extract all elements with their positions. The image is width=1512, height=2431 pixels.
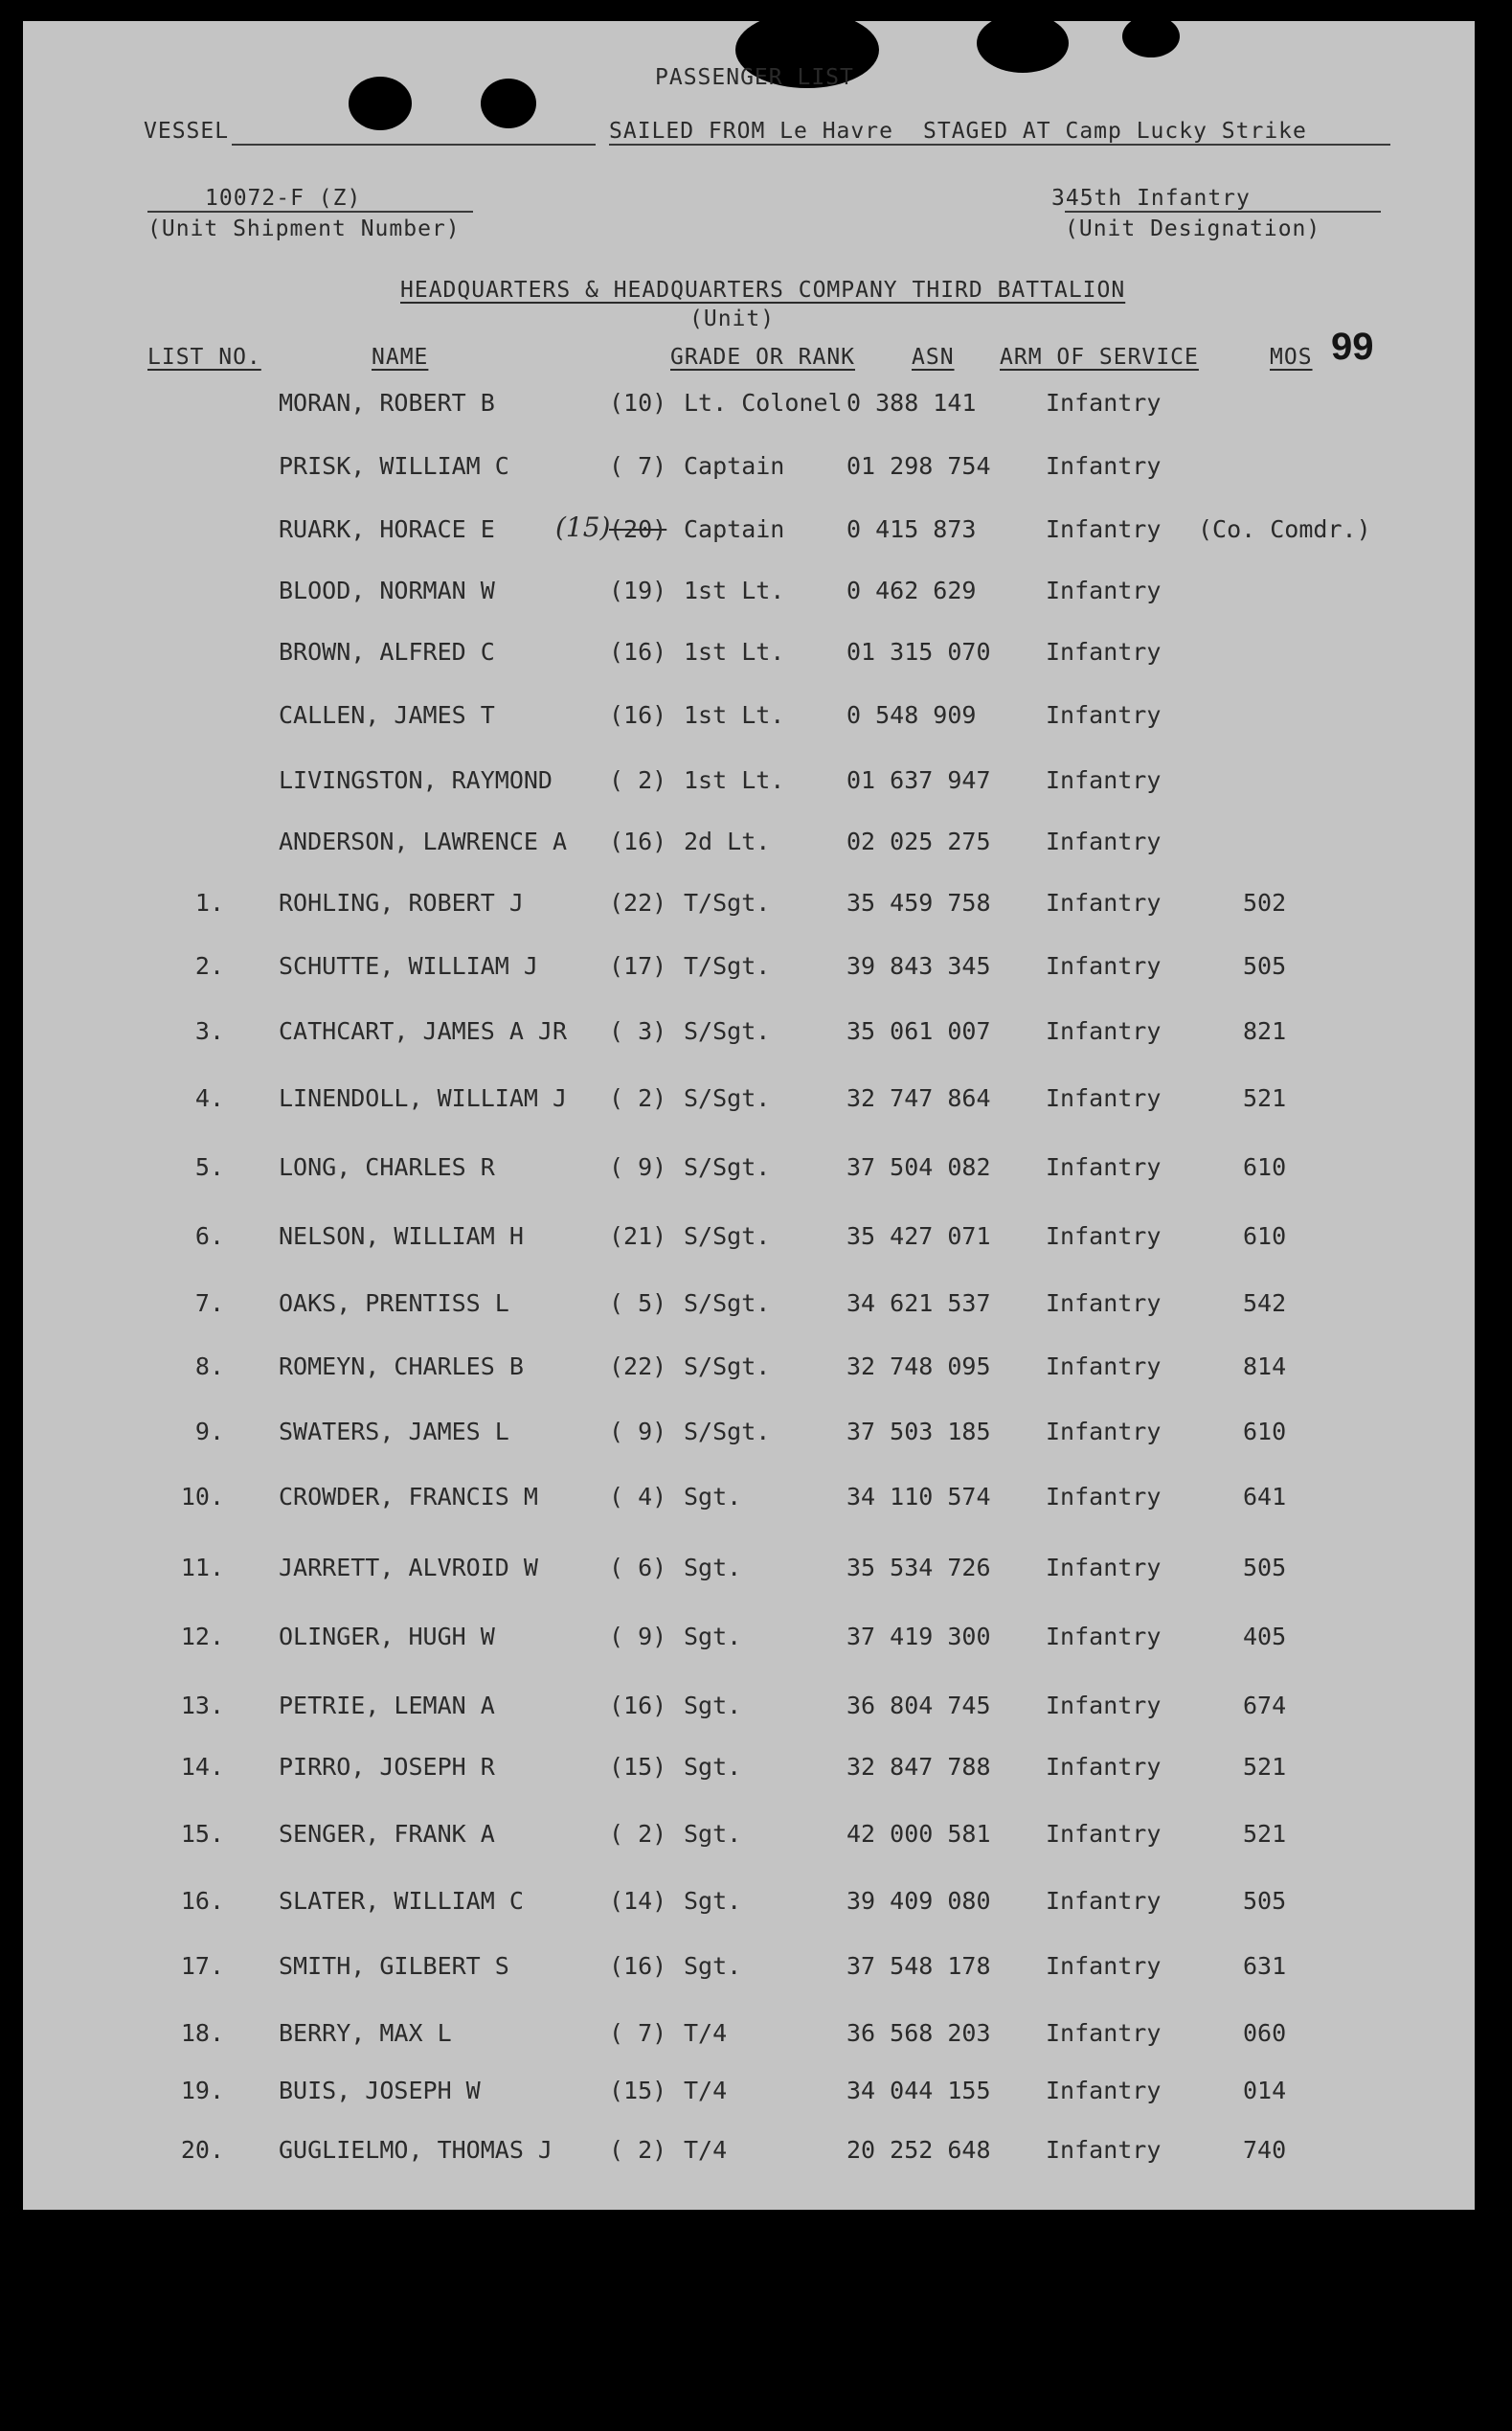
table-row — [23, 638, 1475, 676]
unit-designation: 345th Infantry — [1051, 186, 1251, 211]
cell-arm-of-service: Infantry — [1046, 1483, 1162, 1511]
cell-list-no: 18. — [180, 2019, 224, 2047]
cell-rank: 2d Lt. — [684, 828, 771, 855]
cell-mos: 610 — [1243, 1418, 1287, 1445]
cell-arm-of-service: Infantry — [1046, 2019, 1162, 2047]
cell-arm-of-service: Infantry — [1046, 1623, 1162, 1650]
cell-mos: 521 — [1243, 1820, 1287, 1848]
cell-rank: Captain — [684, 515, 785, 543]
cell-grade: ( 3) — [609, 1017, 667, 1045]
cell-mos: 740 — [1243, 2136, 1287, 2164]
cell-arm-of-service: Infantry — [1046, 515, 1162, 543]
cell-name: PETRIE, LEMAN A — [279, 1692, 495, 1719]
cell-grade: (16) — [609, 638, 667, 666]
cell-asn: 36 804 745 — [846, 1692, 991, 1719]
table-row — [23, 2077, 1475, 2115]
table-row — [23, 1623, 1475, 1661]
cell-rank: S/Sgt. — [684, 1153, 771, 1181]
cell-list-no: 19. — [180, 2077, 224, 2104]
cell-asn: 0 415 873 — [846, 515, 977, 543]
col-list-no: LIST NO. — [147, 345, 261, 370]
cell-name: LONG, CHARLES R — [279, 1153, 495, 1181]
cell-arm-of-service: Infantry — [1046, 889, 1162, 917]
cell-asn: 42 000 581 — [846, 1820, 991, 1848]
cell-grade: ( 6) — [609, 1554, 667, 1581]
cell-grade: (16) — [609, 701, 667, 729]
cell-arm-of-service: Infantry — [1046, 638, 1162, 666]
cell-list-no: 6. — [194, 1222, 224, 1250]
vessel-label: VESSEL — [144, 119, 230, 144]
cell-name: CALLEN, JAMES T — [279, 701, 495, 729]
cell-asn: 0 388 141 — [846, 389, 977, 417]
cell-list-no: 16. — [180, 1887, 224, 1915]
table-row — [23, 952, 1475, 990]
cell-arm-of-service: Infantry — [1046, 828, 1162, 855]
cell-grade: (10) — [609, 389, 667, 417]
col-arm-of-service: ARM OF SERVICE — [1000, 345, 1199, 370]
ink-blot — [481, 79, 536, 128]
cell-arm-of-service: Infantry — [1046, 1084, 1162, 1112]
cell-arm-of-service: Infantry — [1046, 452, 1162, 480]
cell-name: ANDERSON, LAWRENCE A — [279, 828, 568, 855]
unit-designation-label: (Unit Designation) — [1065, 216, 1321, 241]
unit-shipment-number: 10072-F (Z) — [205, 186, 362, 211]
col-grade-rank: GRADE OR RANK — [670, 345, 856, 370]
cell-mos: 641 — [1243, 1483, 1287, 1511]
cell-name: CROWDER, FRANCIS M — [279, 1483, 538, 1511]
cell-asn: 37 504 082 — [846, 1153, 991, 1181]
col-name: NAME — [372, 345, 429, 370]
cell-asn: 35 427 071 — [846, 1222, 991, 1250]
passenger-list-sheet — [23, 21, 1475, 2210]
cell-list-no: 20. — [180, 2136, 224, 2164]
table-row — [23, 1952, 1475, 1990]
cell-note: (Co. Comdr.) — [1198, 515, 1371, 543]
table-row — [23, 1692, 1475, 1730]
cell-grade: ( 9) — [609, 1153, 667, 1181]
cell-list-no: 4. — [194, 1084, 224, 1112]
cell-arm-of-service: Infantry — [1046, 2077, 1162, 2104]
cell-asn: 35 061 007 — [846, 1017, 991, 1045]
cell-mos: 674 — [1243, 1692, 1287, 1719]
cell-asn: 34 110 574 — [846, 1483, 991, 1511]
cell-arm-of-service: Infantry — [1046, 1289, 1162, 1317]
cell-asn: 32 748 095 — [846, 1352, 991, 1380]
table-row — [23, 1554, 1475, 1592]
cell-asn: 0 462 629 — [846, 577, 977, 604]
cell-asn: 35 459 758 — [846, 889, 991, 917]
designation-line — [1065, 211, 1381, 213]
cell-mos: 542 — [1243, 1289, 1287, 1317]
cell-arm-of-service: Infantry — [1046, 952, 1162, 980]
cell-arm-of-service: Infantry — [1046, 1887, 1162, 1915]
cell-asn: 01 637 947 — [846, 766, 991, 794]
cell-list-no: 1. — [194, 889, 224, 917]
cell-arm-of-service: Infantry — [1046, 1352, 1162, 1380]
cell-rank: S/Sgt. — [684, 1084, 771, 1112]
cell-grade: ( 2) — [609, 2136, 667, 2164]
cell-rank: Sgt. — [684, 1483, 742, 1511]
table-row — [23, 577, 1475, 615]
cell-grade: (15) — [609, 1753, 667, 1781]
cell-name: BLOOD, NORMAN W — [279, 577, 495, 604]
cell-mos: 814 — [1243, 1352, 1287, 1380]
cell-name: OAKS, PRENTISS L — [279, 1289, 509, 1317]
cell-rank: S/Sgt. — [684, 1017, 771, 1045]
table-row — [23, 1887, 1475, 1925]
cell-rank: Captain — [684, 452, 785, 480]
cell-name: GUGLIELMO, THOMAS J — [279, 2136, 553, 2164]
page-number: 99 — [1331, 326, 1374, 368]
cell-rank: T/4 — [684, 2136, 728, 2164]
cell-rank: Sgt. — [684, 1554, 742, 1581]
cell-grade-handwritten: (15) — [555, 511, 611, 543]
cell-asn: 01 315 070 — [846, 638, 991, 666]
cell-name: ROMEYN, CHARLES B — [279, 1352, 524, 1380]
col-mos: MOS — [1270, 345, 1313, 370]
cell-name: OLINGER, HUGH W — [279, 1623, 495, 1650]
cell-rank: S/Sgt. — [684, 1222, 771, 1250]
table-row — [23, 1153, 1475, 1192]
cell-arm-of-service: Infantry — [1046, 1418, 1162, 1445]
cell-grade: (19) — [609, 577, 667, 604]
cell-rank: 1st Lt. — [684, 577, 785, 604]
staged-at: STAGED AT Camp Lucky Strike — [923, 119, 1307, 144]
cell-rank: S/Sgt. — [684, 1418, 771, 1445]
cell-rank: Sgt. — [684, 1692, 742, 1719]
cell-arm-of-service: Infantry — [1046, 766, 1162, 794]
cell-list-no: 14. — [180, 1753, 224, 1781]
cell-asn: 36 568 203 — [846, 2019, 991, 2047]
cell-grade: ( 2) — [609, 1084, 667, 1112]
cell-grade: ( 9) — [609, 1418, 667, 1445]
cell-asn: 32 747 864 — [846, 1084, 991, 1112]
cell-name: SCHUTTE, WILLIAM J — [279, 952, 538, 980]
table-row — [23, 1418, 1475, 1456]
cell-asn: 37 419 300 — [846, 1623, 991, 1650]
cell-rank: 1st Lt. — [684, 701, 785, 729]
ink-blot — [977, 21, 1069, 73]
cell-mos: 405 — [1243, 1623, 1287, 1650]
cell-grade: ( 9) — [609, 1623, 667, 1650]
cell-asn: 39 843 345 — [846, 952, 991, 980]
shipment-line — [147, 211, 473, 213]
cell-arm-of-service: Infantry — [1046, 2136, 1162, 2164]
cell-arm-of-service: Infantry — [1046, 1820, 1162, 1848]
cell-asn: 34 621 537 — [846, 1289, 991, 1317]
cell-name: BROWN, ALFRED C — [279, 638, 495, 666]
cell-list-no: 9. — [194, 1418, 224, 1445]
cell-name: NELSON, WILLIAM H — [279, 1222, 524, 1250]
cell-rank: Sgt. — [684, 1820, 742, 1848]
table-row — [23, 1222, 1475, 1261]
cell-grade: (22) — [609, 889, 667, 917]
ink-blot — [1122, 21, 1180, 57]
col-asn: ASN — [912, 345, 955, 370]
table-row — [23, 1753, 1475, 1791]
cell-list-no: 8. — [194, 1352, 224, 1380]
cell-list-no: 15. — [180, 1820, 224, 1848]
cell-rank: S/Sgt. — [684, 1289, 771, 1317]
cell-grade: (16) — [609, 828, 667, 855]
cell-grade: (16) — [609, 1692, 667, 1719]
cell-grade: (15) — [609, 2077, 667, 2104]
cell-rank: T/4 — [684, 2019, 728, 2047]
table-row — [23, 389, 1475, 427]
cell-rank: T/Sgt. — [684, 889, 771, 917]
cell-name: ROHLING, ROBERT J — [279, 889, 524, 917]
cell-arm-of-service: Infantry — [1046, 701, 1162, 729]
cell-name: SLATER, WILLIAM C — [279, 1887, 524, 1915]
unit-name: HEADQUARTERS & HEADQUARTERS COMPANY THIRD BATTALION — [400, 278, 1126, 303]
cell-grade: ( 2) — [609, 766, 667, 794]
sailed-from: SAILED FROM Le Havre — [609, 119, 893, 144]
table-row — [23, 2136, 1475, 2174]
cell-arm-of-service: Infantry — [1046, 389, 1162, 417]
unit-label: (Unit) — [689, 307, 776, 331]
table-row — [23, 1352, 1475, 1391]
cell-name: LIVINGSTON, RAYMOND — [279, 766, 553, 794]
cell-grade: (17) — [609, 952, 667, 980]
cell-rank: Sgt. — [684, 1623, 742, 1650]
cell-name: JARRETT, ALVROID W — [279, 1554, 538, 1581]
cell-mos: 610 — [1243, 1222, 1287, 1250]
cell-asn: 02 025 275 — [846, 828, 991, 855]
cell-name: SMITH, GILBERT S — [279, 1952, 509, 1980]
cell-list-no: 17. — [180, 1952, 224, 1980]
cell-asn: 39 409 080 — [846, 1887, 991, 1915]
cell-name: PIRRO, JOSEPH R — [279, 1753, 495, 1781]
cell-name: PRISK, WILLIAM C — [279, 452, 509, 480]
cell-mos: 502 — [1243, 889, 1287, 917]
cell-grade: ( 7) — [609, 452, 667, 480]
cell-arm-of-service: Infantry — [1046, 1017, 1162, 1045]
table-row — [23, 1483, 1475, 1521]
cell-name: BERRY, MAX L — [279, 2019, 452, 2047]
cell-grade: ( 5) — [609, 1289, 667, 1317]
cell-arm-of-service: Infantry — [1046, 1222, 1162, 1250]
cell-arm-of-service: Infantry — [1046, 1153, 1162, 1181]
cell-rank: Sgt. — [684, 1887, 742, 1915]
cell-mos: 505 — [1243, 952, 1287, 980]
cell-grade: (22) — [609, 1352, 667, 1380]
cell-grade: ( 7) — [609, 2019, 667, 2047]
cell-rank: T/4 — [684, 2077, 728, 2104]
table-row — [23, 766, 1475, 805]
table-row — [23, 701, 1475, 739]
cell-rank: T/Sgt. — [684, 952, 771, 980]
cell-name: CATHCART, JAMES A JR — [279, 1017, 568, 1045]
cell-grade: (16) — [609, 1952, 667, 1980]
cell-name: RUARK, HORACE E — [279, 515, 495, 543]
cell-arm-of-service: Infantry — [1046, 1692, 1162, 1719]
table-row — [23, 511, 1475, 554]
cell-grade: ( 4) — [609, 1483, 667, 1511]
cell-name: SWATERS, JAMES L — [279, 1418, 509, 1445]
cell-rank: 1st Lt. — [684, 638, 785, 666]
table-row — [23, 828, 1475, 866]
cell-grade: (21) — [609, 1222, 667, 1250]
cell-asn: 35 534 726 — [846, 1554, 991, 1581]
table-row — [23, 1017, 1475, 1056]
table-row — [23, 889, 1475, 927]
cell-list-no: 5. — [194, 1153, 224, 1181]
cell-rank: Lt. Colonel — [684, 389, 843, 417]
table-row — [23, 452, 1475, 490]
cell-mos: 505 — [1243, 1887, 1287, 1915]
cell-asn: 32 847 788 — [846, 1753, 991, 1781]
cell-rank: Sgt. — [684, 1753, 742, 1781]
cell-rank: S/Sgt. — [684, 1352, 771, 1380]
ink-blot — [349, 77, 412, 130]
cell-arm-of-service: Infantry — [1046, 1554, 1162, 1581]
cell-list-no: 11. — [180, 1554, 224, 1581]
cell-grade: (14) — [609, 1887, 667, 1915]
table-row — [23, 2019, 1475, 2057]
cell-list-no: 10. — [180, 1483, 224, 1511]
cell-asn: 20 252 648 — [846, 2136, 991, 2164]
cell-arm-of-service: Infantry — [1046, 577, 1162, 604]
cell-grade: (20) — [609, 515, 667, 543]
cell-mos: 014 — [1243, 2077, 1287, 2104]
cell-list-no: 12. — [180, 1623, 224, 1650]
unit-shipment-label: (Unit Shipment Number) — [147, 216, 461, 241]
cell-mos: 821 — [1243, 1017, 1287, 1045]
cell-rank: 1st Lt. — [684, 766, 785, 794]
cell-asn: 01 298 754 — [846, 452, 991, 480]
table-row — [23, 1289, 1475, 1328]
cell-grade: ( 2) — [609, 1820, 667, 1848]
vessel-line — [232, 144, 596, 146]
cell-mos: 631 — [1243, 1952, 1287, 1980]
cell-asn: 37 548 178 — [846, 1952, 991, 1980]
cell-asn: 37 503 185 — [846, 1418, 991, 1445]
cell-arm-of-service: Infantry — [1046, 1753, 1162, 1781]
cell-list-no: 3. — [194, 1017, 224, 1045]
cell-mos: 505 — [1243, 1554, 1287, 1581]
cell-mos: 610 — [1243, 1153, 1287, 1181]
cell-asn: 34 044 155 — [846, 2077, 991, 2104]
cell-name: MORAN, ROBERT B — [279, 389, 495, 417]
cell-mos: 060 — [1243, 2019, 1287, 2047]
cell-mos: 521 — [1243, 1753, 1287, 1781]
table-row — [23, 1820, 1475, 1858]
cell-list-no: 7. — [194, 1289, 224, 1317]
cell-arm-of-service: Infantry — [1046, 1952, 1162, 1980]
form-title: PASSENGER LIST — [655, 65, 854, 90]
cell-mos: 521 — [1243, 1084, 1287, 1112]
cell-asn: 0 548 909 — [846, 701, 977, 729]
cell-rank: Sgt. — [684, 1952, 742, 1980]
cell-list-no: 2. — [194, 952, 224, 980]
cell-name: SENGER, FRANK A — [279, 1820, 495, 1848]
staged-line — [609, 144, 1390, 146]
table-row — [23, 1084, 1475, 1123]
cell-name: BUIS, JOSEPH W — [279, 2077, 481, 2104]
cell-name: LINENDOLL, WILLIAM J — [279, 1084, 568, 1112]
cell-list-no: 13. — [180, 1692, 224, 1719]
